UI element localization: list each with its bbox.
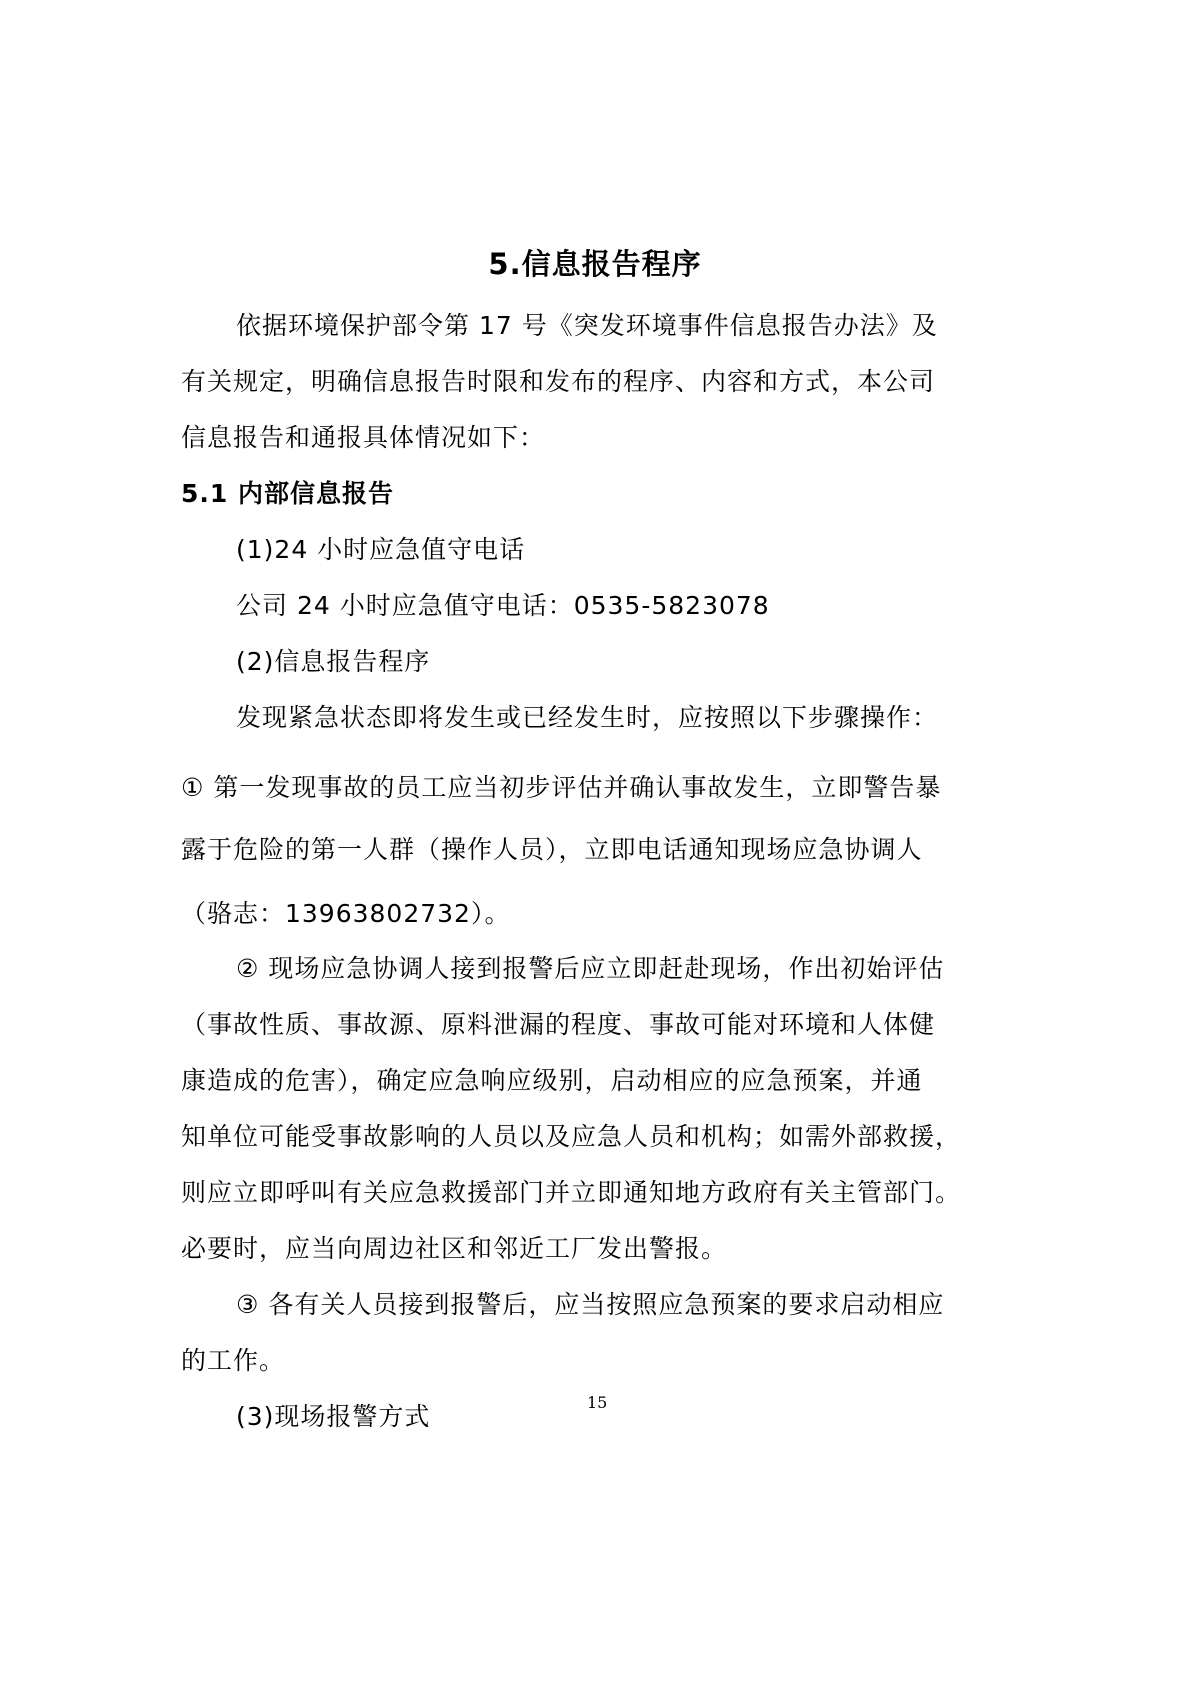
step-2-line-1: ② 现场应急协调人接到报警后应立即赶赴现场，作出初始评估 bbox=[236, 954, 945, 983]
item-1-label: (1)24 小时应急值守电话 bbox=[236, 535, 526, 564]
item-1-text: 公司 24 小时应急值守电话：0535-5823078 bbox=[236, 591, 770, 620]
page-number: 15 bbox=[587, 1393, 608, 1412]
item-3-label: (3)现场报警方式 bbox=[236, 1402, 431, 1431]
step-2-line-5: 则应立即呼叫有关应急救援部门并立即通知地方政府有关主管部门。 bbox=[181, 1178, 962, 1207]
item-2-intro: 发现紧急状态即将发生或已经发生时，应按照以下步骤操作： bbox=[236, 703, 939, 732]
subsection-heading: 5.1 内部信息报告 bbox=[181, 479, 394, 508]
section-title: 5.信息报告程序 bbox=[488, 247, 702, 281]
step-1-line-1: ① 第一发现事故的员工应当初步评估并确认事故发生，立即警告暴 bbox=[181, 773, 942, 802]
step-3-line-2: 的工作。 bbox=[181, 1346, 286, 1375]
step-1-line-2: 露于危险的第一人群（操作人员），立即电话通知现场应急协调人 bbox=[181, 835, 923, 864]
step-1-line-3: （骆志：13963802732）。 bbox=[181, 899, 511, 928]
intro-line-3: 信息报告和通报具体情况如下： bbox=[181, 423, 546, 452]
step-2-line-6: 必要时，应当向周边社区和邻近工厂发出警报。 bbox=[181, 1234, 728, 1263]
step-3-line-1: ③ 各有关人员接到报警后，应当按照应急预案的要求启动相应 bbox=[236, 1290, 945, 1319]
intro-line-2: 有关规定，明确信息报告时限和发布的程序、内容和方式，本公司 bbox=[181, 367, 936, 396]
step-2-line-2: （事故性质、事故源、原料泄漏的程度、事故可能对环境和人体健 bbox=[181, 1010, 936, 1039]
step-2-line-4: 知单位可能受事故影响的人员以及应急人员和机构；如需外部救援， bbox=[181, 1122, 962, 1151]
step-2-line-3: 康造成的危害），确定应急响应级别，启动相应的应急预案，并通 bbox=[181, 1066, 923, 1095]
intro-line-1: 依据环境保护部令第 17 号《突发环境事件信息报告办法》及 bbox=[236, 311, 938, 340]
item-2-label: (2)信息报告程序 bbox=[236, 647, 431, 676]
